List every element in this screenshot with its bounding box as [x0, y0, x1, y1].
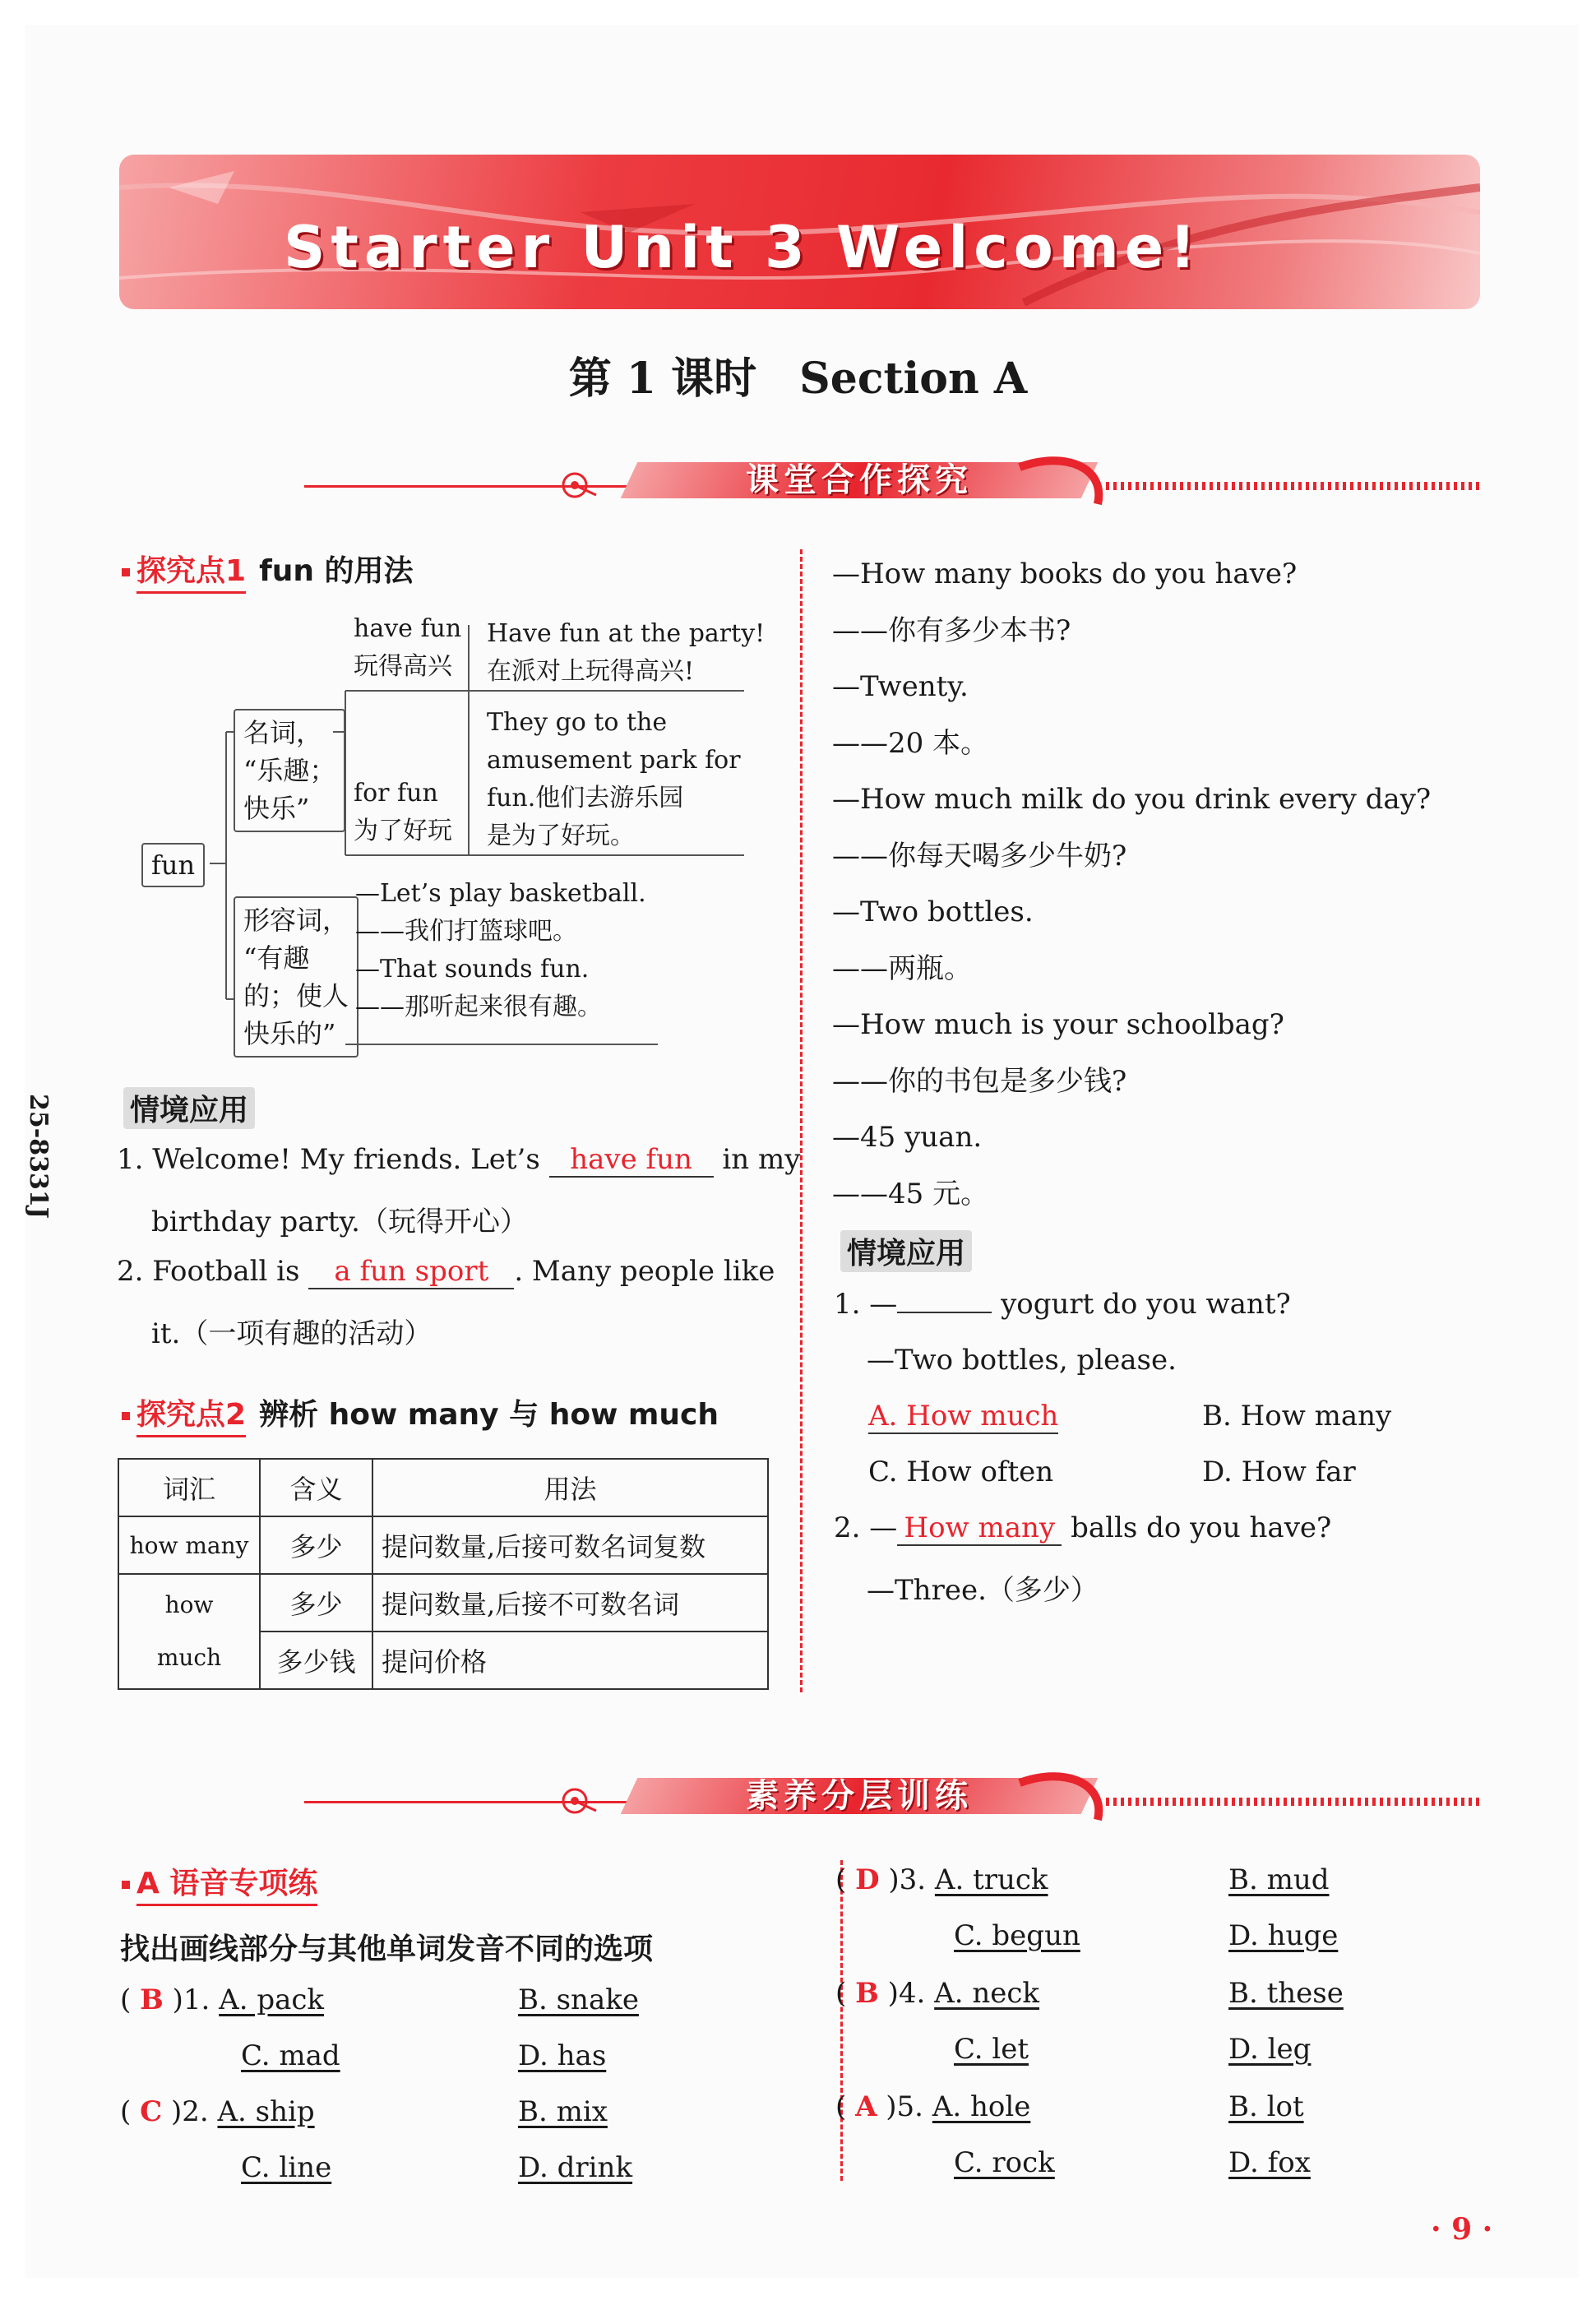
phonics-item-5-b: B. lot — [1228, 2090, 1304, 2123]
table-cell: 多少钱 — [260, 1632, 372, 1689]
table-cell: 提问价格 — [372, 1632, 768, 1689]
phonics-item-2-b: B. mix — [518, 2095, 608, 2128]
table-cell: how many — [118, 1516, 260, 1574]
phonics-item-3-d: D. huge — [1228, 1919, 1339, 1952]
exercise1-q2: 2. Football is a fun sport . Many people like — [117, 1255, 775, 1288]
dialog-line: ——20 本。 — [832, 726, 989, 760]
phonics-item-2: ( C )2. A. ship — [120, 2095, 315, 2128]
phonics-item-5-c: C. rock — [954, 2146, 1055, 2179]
exercise2-q1: 1. — yogurt do you want? — [834, 1288, 1291, 1321]
point1-tag: 探究点1 — [136, 554, 246, 594]
howmany-howmuch-table — [118, 1458, 769, 1690]
phonics-item-4-d: D. leg — [1228, 2033, 1311, 2066]
phonics-item-4-b: B. these — [1228, 1977, 1344, 2010]
partA-header — [122, 1860, 331, 1902]
table-cell: 多少 — [260, 1516, 372, 1574]
table-header: 用法 — [372, 1459, 768, 1516]
dialog-list — [832, 546, 1431, 1222]
page-number: · 9 · — [1431, 2212, 1493, 2247]
option-b: B. How many — [1202, 1400, 1392, 1433]
banner-title: Starter Unit 3 Welcome! — [284, 214, 1202, 281]
section-label: 课堂合作探究 — [746, 461, 973, 499]
phonics-item-4-c: C. let — [954, 2033, 1029, 2066]
exercise2-q2-reply: —Three.（多少） — [867, 1574, 1099, 1607]
phonics-item-3: ( D )3. A. truck — [835, 1863, 1048, 1896]
side-code: 25-8331J — [24, 1094, 53, 1219]
swoosh-icon — [1015, 1766, 1114, 1824]
section-label: 素养分层训练 — [746, 1777, 973, 1815]
dialog-line: —Twenty. — [832, 670, 969, 703]
q2-answer: a fun sport — [308, 1255, 514, 1289]
target-icon — [557, 1784, 598, 1817]
apply-badge-2: 情境应用 — [840, 1230, 972, 1272]
phonics-item-3-c: C. begun — [954, 1919, 1080, 1952]
phonics-item-1-d: D. has — [518, 2039, 607, 2072]
section-header-1 — [119, 451, 1480, 508]
point2-tag: 探究点2 — [136, 1398, 246, 1437]
lesson-title: 第 1 课时 Section A — [568, 354, 1028, 404]
phonics-item-1-c: C. mad — [241, 2039, 340, 2072]
phonics-item-1: ( B )1. A. pack — [120, 1983, 325, 2016]
dialog-line: ——两瓶。 — [832, 951, 972, 985]
noun-box: 名词， “乐趣； 快乐” — [234, 709, 345, 832]
point1-header — [122, 548, 414, 590]
dialog-line: —How much is your schoolbag? — [832, 1008, 1284, 1041]
partA-instruction: 找出画线部分与其他单词发音不同的选项 — [120, 1932, 654, 1966]
q1-answer: have fun — [549, 1143, 714, 1178]
dialog-line: ——45 元。 — [832, 1177, 989, 1210]
table-cell: 提问数量,后接可数名词复数 — [372, 1516, 768, 1574]
phonics-item-5-d: D. fox — [1228, 2146, 1311, 2179]
dialog-line: —Two bottles. — [832, 896, 1034, 928]
dialog-line: —How much milk do you drink every day? — [832, 783, 1432, 816]
option-d: D. How far — [1202, 1456, 1356, 1488]
dialog-line: ——你有多少本书? — [832, 613, 1071, 647]
table-cell: how much — [118, 1574, 260, 1689]
for-fun-phrase: for fun 为了好玩 — [354, 779, 452, 845]
partA-tag: A 语音专项练 — [136, 1867, 317, 1906]
option-a: A. How much — [868, 1400, 1059, 1433]
for-fun-example: They go to the amusement park for fun.他们去游乐园 是为了好玩。 — [487, 708, 741, 850]
phonics-item-3-b: B. mud — [1228, 1863, 1330, 1896]
column-divider — [800, 549, 803, 1692]
dialog-line: —How many books do you have? — [832, 558, 1298, 590]
dialog-line: ——你每天喝多少牛奶? — [832, 839, 1127, 872]
column-divider — [840, 1860, 843, 2181]
adj-box: 形容词， “有趣 的；使人 快乐的” — [234, 896, 359, 1058]
phonics-item-1-b: B. snake — [518, 1983, 639, 2016]
point1-title: fun 的用法 — [259, 554, 414, 588]
table-header: 含义 — [260, 1459, 372, 1516]
section-header-2 — [119, 1766, 1480, 1824]
have-fun-example: Have fun at the party! 在派对上玩得高兴! — [487, 619, 766, 686]
phonics-item-5: ( A )5. A. hole — [835, 2090, 1031, 2123]
table-header: 词汇 — [118, 1459, 260, 1516]
phonics-item-4: ( B )4. A. neck — [835, 1977, 1040, 2010]
apply-badge-1: 情境应用 — [123, 1087, 255, 1129]
q2-how-many-answer: How many — [897, 1511, 1062, 1546]
point2-header — [122, 1391, 719, 1433]
table-cell: 提问数量,后接不可数名词 — [372, 1574, 768, 1632]
phonics-item-2-c: C. line — [241, 2151, 332, 2184]
dialog-line: —45 yuan. — [832, 1121, 983, 1154]
point2-title: 辨析 how many 与 how much — [259, 1398, 719, 1432]
adj-example: —Let’s play basketball. ——我们打篮球吧。 —That sounds fun. ——那听起来很有趣。 — [355, 879, 646, 1021]
unit-banner — [119, 155, 1480, 309]
target-icon — [557, 469, 598, 502]
have-fun-phrase: have fun 玩得高兴 — [354, 614, 462, 681]
exercise2-q1-reply: —Two bottles, please. — [867, 1344, 1177, 1377]
exercise1-q1: 1. Welcome! My friends. Let’s have fun in my — [117, 1143, 801, 1176]
dialog-line: ——你的书包是多少钱? — [832, 1064, 1127, 1098]
fun-root-box: fun — [141, 843, 205, 887]
option-c: C. How often — [868, 1456, 1054, 1488]
phonics-item-2-d: D. drink — [518, 2151, 633, 2184]
exercise2-q2: 2. — How many balls do you have? — [834, 1511, 1332, 1544]
swoosh-icon — [1015, 451, 1114, 508]
table-cell: 多少 — [260, 1574, 372, 1632]
exercise1-q1-line2: birthday party.（玩得开心） — [151, 1206, 528, 1238]
exercise1-q2-line2: it.（一项有趣的活动） — [151, 1317, 433, 1350]
